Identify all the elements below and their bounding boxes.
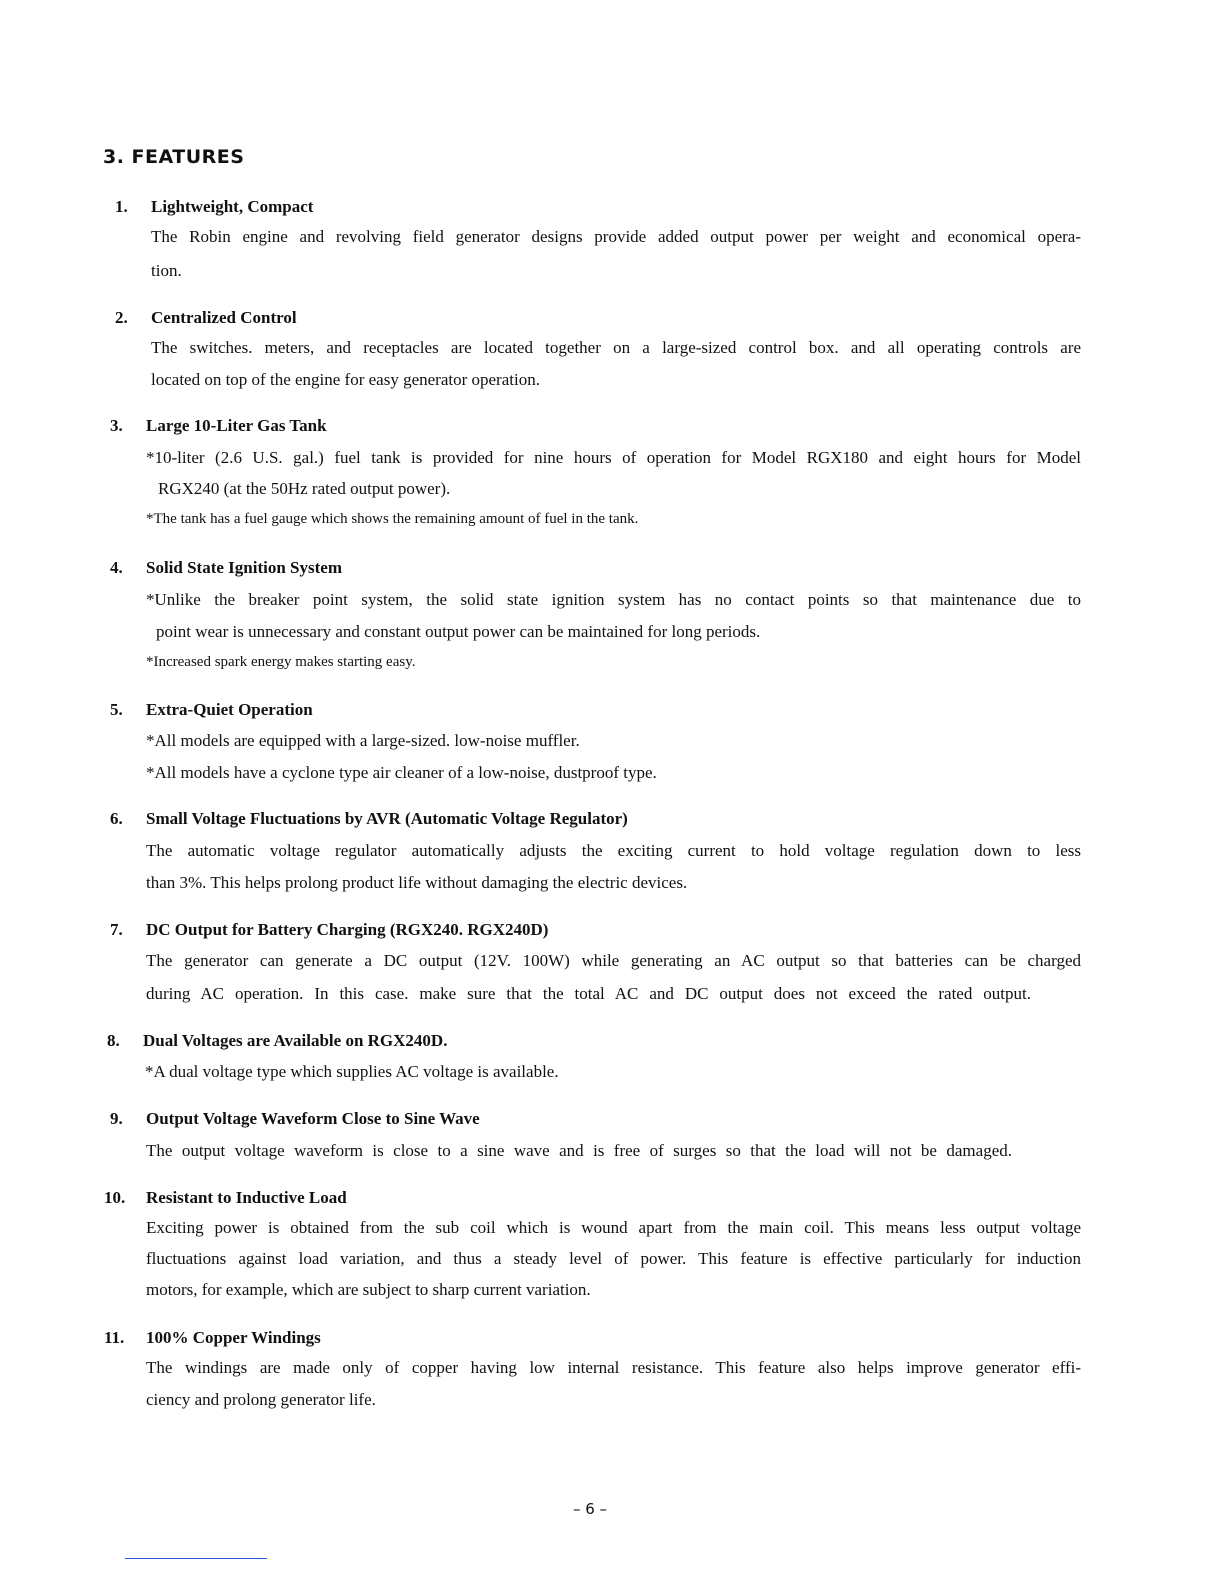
feature-heading: Output Voltage Waveform Close to Sine Wave <box>146 1109 480 1128</box>
feature-number: 5. <box>110 700 123 719</box>
feature-heading: Lightweight, Compact <box>151 197 314 216</box>
section-title: 3. FEATURES <box>103 146 245 168</box>
feature-text-line: The generator can generate a DC output (12V. 100W) while generating an AC output so that batteries can be charged <box>146 951 1081 970</box>
feature-text-line: The output voltage waveform is close to a sine wave and is free of surges so that the load will not be damaged. <box>146 1141 1012 1160</box>
page-number: – 6 – <box>572 1500 608 1518</box>
feature-number: 8. <box>107 1031 120 1050</box>
feature-heading: Large 10-Liter Gas Tank <box>146 416 327 435</box>
feature-text-line: during AC operation. In this case. make sure that the total AC and DC output does not exceed the rated output. <box>146 984 1031 1003</box>
feature-text-line: ciency and prolong generator life. <box>146 1390 376 1409</box>
feature-text-line: The automatic voltage regulator automatically adjusts the exciting current to hold voltage regulation down to less <box>146 841 1081 860</box>
feature-text-line: *A dual voltage type which supplies AC voltage is available. <box>145 1062 559 1081</box>
feature-text-line: *The tank has a fuel gauge which shows the remaining amount of fuel in the tank. <box>146 511 639 527</box>
feature-text-line: tion. <box>151 261 182 280</box>
feature-text-line: *Unlike the breaker point system, the solid state ignition system has no contact points so that maintenance due to <box>146 590 1081 609</box>
feature-number: 3. <box>110 416 123 435</box>
feature-number: 10. <box>104 1188 126 1207</box>
feature-text-line: point wear is unnecessary and constant output power can be maintained for long periods. <box>156 622 761 641</box>
feature-number: 4. <box>110 558 123 577</box>
feature-text-line: *10-liter (2.6 U.S. gal.) fuel tank is provided for nine hours of operation for Model RGX180 and eight hours for Model <box>146 448 1081 467</box>
feature-heading: Centralized Control <box>151 308 297 327</box>
feature-text-line: The Robin engine and revolving field generator designs provide added output power per weight and economical opera- <box>151 227 1081 246</box>
feature-number: 2. <box>115 308 128 327</box>
feature-text-line: RGX240 (at the 50Hz rated output power). <box>158 479 451 498</box>
feature-text-line: *All models have a cyclone type air cleaner of a low-noise, dustproof type. <box>146 763 657 782</box>
feature-heading: Dual Voltages are Available on RGX240D. <box>143 1031 448 1050</box>
feature-number: 11. <box>104 1328 125 1347</box>
feature-text-line: motors, for example, which are subject to sharp current variation. <box>146 1280 591 1299</box>
feature-text-line: The windings are made only of copper having low internal resistance. This feature also helps improve generator effi- <box>146 1358 1081 1377</box>
feature-heading: Resistant to Inductive Load <box>146 1188 347 1207</box>
feature-number: 9. <box>110 1109 123 1128</box>
feature-heading: 100% Copper Windings <box>146 1328 321 1347</box>
feature-text-line: The switches. meters, and receptacles are located together on a large-sized control box. and all operating controls are <box>151 338 1081 357</box>
feature-heading: DC Output for Battery Charging (RGX240. RGX240D) <box>146 920 549 939</box>
feature-text-line: located on top of the engine for easy generator operation. <box>151 370 540 389</box>
feature-heading: Small Voltage Fluctuations by AVR (Automatic Voltage Regulator) <box>146 809 628 828</box>
feature-number: 1. <box>115 197 128 216</box>
feature-number: 7. <box>110 920 123 939</box>
footer-rule <box>125 1558 267 1559</box>
feature-text-line: *Increased spark energy makes starting easy. <box>146 654 416 670</box>
feature-heading: Solid State Ignition System <box>146 558 342 577</box>
feature-text-line: Exciting power is obtained from the sub coil which is wound apart from the main coil. This means less output voltage <box>146 1218 1081 1237</box>
feature-text-line: *All models are equipped with a large-sized. low-noise muffler. <box>146 731 580 750</box>
feature-number: 6. <box>110 809 123 828</box>
feature-heading: Extra-Quiet Operation <box>146 700 313 719</box>
feature-text-line: fluctuations against load variation, and thus a steady level of power. This feature is effective particularly for induction <box>146 1249 1081 1268</box>
feature-text-line: than 3%. This helps prolong product life without damaging the electric devices. <box>146 873 688 892</box>
